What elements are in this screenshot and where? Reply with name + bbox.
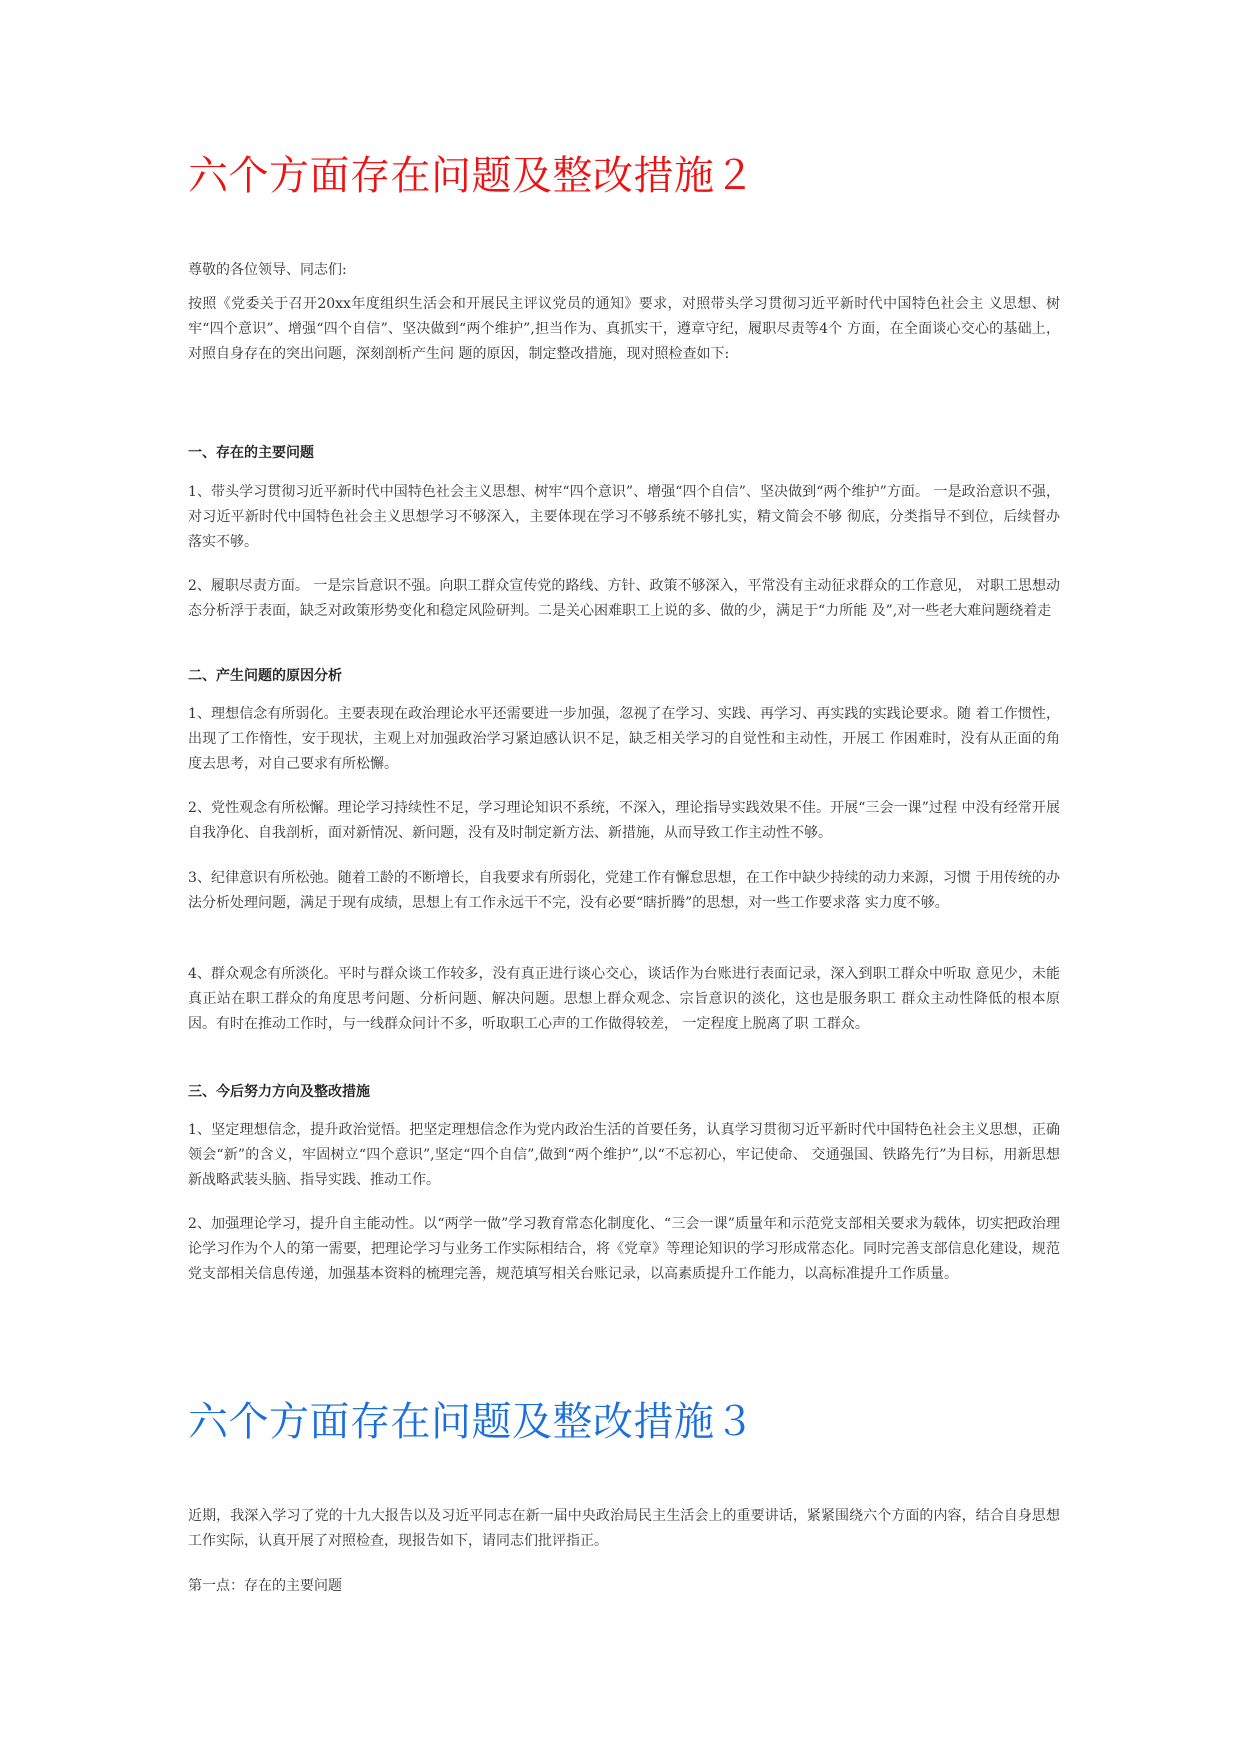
heading-main-problems: 一、存在的主要问题 [188,445,314,461]
cause-item-2: 2、党性观念有所松懈。理论学习持续性不足，学习理论知识不系统，不深入，理论指导实践效果不佳。开展“三会一课”过程 中没有经常开展自我净化、自我剖析，面对新情况、新问题，没有及时制定新方法、新措施，从而导致工作主动性不够。 [188,800,1060,841]
heading-cause-analysis: 二、产生问题的原因分析 [188,668,342,684]
cause-item-4: 4、群众观念有所淡化。平时与群众谈工作较多，没有真正进行谈心交心，谈话作为台账进行表面记录，深入到职工群众中听取 意见少，未能真正站在职工群众的角度思考问题、分析问题、解决问题。思想上群众观念、宗旨意识的淡化，这也是服务职工 群众主动性降低的根本原因。有时在推动工作时，与一线群众问计不多，听取职工心声的工作做得较差， 一定程度上脱离了职 工群众。 [188,966,1060,1032]
problem-item-2: 2、履职尽责方面。 一是宗旨意识不强。向职工群众宣传党的路线、方针、政策不够深入，平常没有主动征求群众的工作意见， 对职工思想动态分析浮于表面，缺乏对政策形势变化和稳定风险研判。二是关心困难职工上说的多、做的少，满足于“力所能 及”,对一些老大难问题绕着走 [188,578,1060,619]
greeting: 尊敬的各位领导、同志们: [188,262,347,278]
measure-item-2: 2、加强理论学习，提升自主能动性。以“两学一做”学习教育常态化制度化、“三会一课”质量年和示范党支部相关要求为载体，切实把政治理论学习作为个人的第一需要，把理论学习与业务工作实际相结合，将《党章》等理论知识的学习形成常态化。同时完善支部信息化建设，规范党支部相关信息传递，加强基本资料的梳理完善，规范填写相关台账记录，以高素质提升工作能力，以高标准提升工作质量。 [188,1216,1060,1282]
measure-item-1: 1、坚定理想信念，提升政治觉悟。把坚定理想信念作为党内政治生活的首要任务，认真学习贯彻习近平新时代中国特色社会主义思想，正确领会“新”的含义，牢固树立“四个意识”,坚定“四个自信”,做到“两个维护”,以“不忘初心，牢记使命、 交通强国、铁路先行”为目标，用新思想新战略武装头脑、指导实践、推动工作。 [188,1122,1060,1188]
section3-title: 六个方面存在问题及整改措施３ [188,1399,755,1445]
cause-item-3: 3、纪律意识有所松弛。随着工龄的不断增长，自我要求有所弱化，党建工作有懈怠思想，在工作中缺少持续的动力来源，习惯 于用传统的办法分析处理问题，满足于现有成绩，思想上有工作永远干不完，没有必要“瞎折腾”的思想，对一些工作要求落 实力度不够。 [188,870,1060,911]
problem-item-1: 1、带头学习贯彻习近平新时代中国特色社会主义思想、树牢“四个意识”、增强“四个自信”、坚决做到“两个维护”方面。 一是政治意识不强，对习近平新时代中国特色社会主义思想学习不够深入，主要体现在学习不够系统不够扎实，精文简会不够 彻底，分类指导不到位，后续督办落实不够。 [188,484,1060,550]
section2-title: 六个方面存在问题及整改措施２ [188,153,755,199]
cause-item-1: 1、理想信念有所弱化。主要表现在政治理论水平还需要进一步加强，忽视了在学习、实践、再学习、再实践的实践论要求。随 着工作惯性，出现了工作惰性，安于现状，主观上对加强政治学习紧迫感认识不足，缺乏相关学习的自觉性和主动性，开展工 作困难时，没有从正面的角度去思考，对自己要求有所松懈。 [188,706,1060,772]
section3-point-1: 第一点：存在的主要问题 [188,1578,342,1594]
section3-intro: 近期，我深入学习了党的十九大报告以及习近平同志在新一届中央政治局民主生活会上的重要讲话，紧紧围绕六个方面的内容，结合自身思想工作实际，认真开展了对照检查，现报告如下，请同志们批评指正。 [188,1508,1060,1549]
heading-rectification: 三、今后努力方向及整改措施 [188,1084,370,1100]
section2-intro: 按照《党委关于召开20xx年度组织生活会和开展民主评议党员的通知》要求，对照带头学习贯彻习近平新时代中国特色社会主 义思想、树牢“四个意识”、增强“四个自信”、坚决做到“两个维护”,担当作为、真抓实干，遵章守纪，履职尽责等4个 方面，在全面谈心交心的基础上，对照自身存在的突出问题，深刻剖析产生问 题的原因，制定整改措施，现对照检查如下: [188,296,1060,362]
